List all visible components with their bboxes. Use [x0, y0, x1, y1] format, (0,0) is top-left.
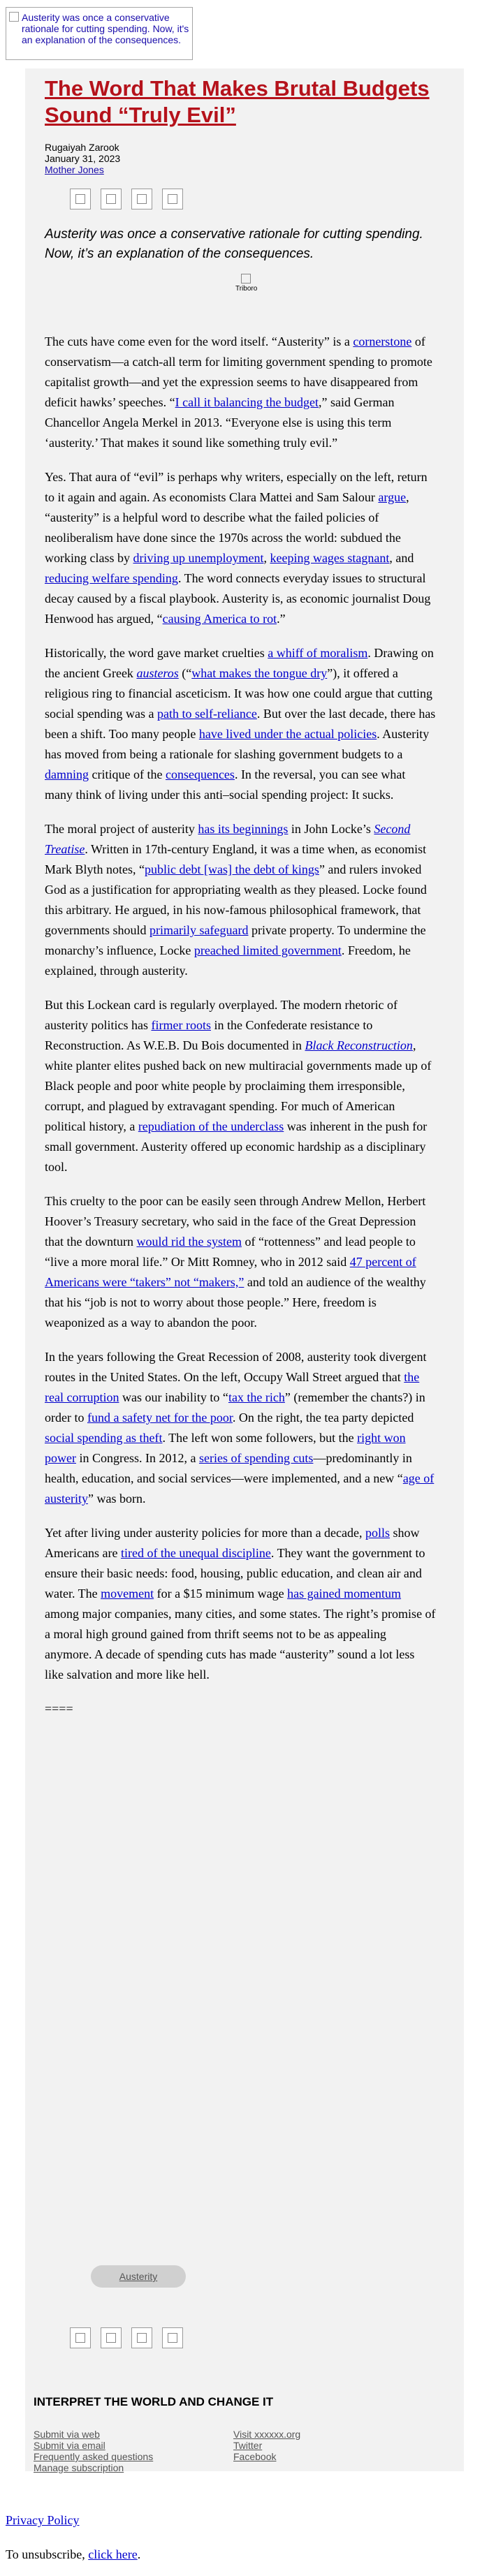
- paragraph-text: . Austerity has moved from being a rationale for slashing government budgets to a: [45, 727, 430, 761]
- inline-link[interactable]: age of austerity: [45, 1471, 435, 1506]
- inline-link[interactable]: causing America to rot: [162, 612, 277, 626]
- inline-link[interactable]: social spending as theft: [45, 1431, 163, 1445]
- paragraph-text: This cruelty to the poor can be easily seen through Andrew Mellon, Herbert Hoover’s Treasury secretary, who said in the face of the Great Depression that the downturn: [45, 1194, 426, 1249]
- inline-link[interactable]: path to self-reliance: [156, 707, 257, 721]
- paragraph-text: Yes. That aura of “evil” is perhaps why writers, especially on the left, return to it again and again. As economists Clara Mattei and Sam Salour: [45, 470, 428, 504]
- paragraph-text: show Americans are: [45, 1526, 420, 1560]
- inline-link[interactable]: fund a safety net for the poor: [87, 1411, 233, 1425]
- footer-link-facebook[interactable]: Facebook: [233, 2451, 277, 2462]
- share-linkedin-icon[interactable]: [131, 2327, 152, 2348]
- share-facebook-icon[interactable]: [70, 2327, 91, 2348]
- paragraph-text: for a $15 minimum wage: [154, 1587, 288, 1600]
- image-alt-text: Triboro: [235, 285, 258, 293]
- inline-link[interactable]: I call it balancing the budget: [175, 395, 319, 409]
- paragraph-text: , and: [389, 551, 414, 565]
- paragraph-text: . In the reversal, you can see what many think of living under this anti–social spending project: It sucks.: [45, 767, 406, 802]
- paragraph-text: ,: [263, 551, 270, 565]
- date: January 31, 2023: [45, 153, 121, 164]
- inline-link[interactable]: austeros: [136, 666, 179, 680]
- share-twitter-icon[interactable]: [101, 2327, 122, 2348]
- paragraph-text: The cuts have come even for the word itself. “Austerity” is a: [45, 334, 353, 348]
- paragraph-text: ”), it offered a religious ring to financial asceticism. It was how one could argue that cutting social spending was a: [45, 666, 433, 721]
- footer-link-submit-web[interactable]: Submit via web: [34, 2429, 100, 2440]
- unsubscribe-link[interactable]: click here: [88, 2547, 138, 2561]
- share-bar-bottom: [70, 2327, 183, 2348]
- inline-link[interactable]: the real corruption: [45, 1370, 420, 1404]
- inline-link[interactable]: damning: [45, 767, 89, 781]
- paragraph-text: ” and rulers invoked God as a justification for appropriating wealth as they pleased. Locke found this arbitrary. He argued, in his now-famous philosophical framework, that governments should: [45, 862, 427, 937]
- article-paragraph: [45, 1523, 436, 1685]
- article-paragraph: [45, 467, 436, 629]
- tag-austerity[interactable]: Austerity: [91, 2265, 186, 2288]
- paragraph-text: ” was born.: [87, 1492, 146, 1506]
- inline-link[interactable]: polls: [365, 1526, 391, 1540]
- inline-link[interactable]: has its beginnings: [198, 822, 289, 836]
- article-paragraph: [45, 1191, 436, 1333]
- paragraph-text: . The word connects everyday issues to structural decay caused by a fiscal playbook. Austerity is, as economic journalist Doug Henwood has argued, “: [45, 571, 431, 626]
- paragraph-text: was our inability to “: [119, 1390, 228, 1404]
- paragraph-text: Yet after living under austerity policies for more than a decade,: [45, 1526, 366, 1540]
- paragraph-text: of “rottenness” and lead people to “live a more moral life.” Or Mitt Romney, who in 2012 said: [45, 1235, 416, 1269]
- paragraph-text: in the Confederate resistance to Reconstruction. As W.E.B. Du Bois documented in: [45, 1018, 373, 1052]
- paragraph-text: The moral project of austerity: [45, 822, 198, 836]
- inline-link[interactable]: cornerstone: [353, 334, 412, 348]
- footer-link-faq[interactable]: Frequently asked questions: [34, 2451, 154, 2462]
- newsletter-footer: [25, 2395, 464, 2473]
- article-paragraph: [45, 332, 436, 453]
- inline-link[interactable]: Second Treatise: [45, 822, 411, 856]
- footer-heading: INTERPRET THE WORLD AND CHANGE IT: [34, 2395, 274, 2408]
- paragraph-text: . They want the government to ensure their basic needs: food, housing, public education, and clean air and water. The: [45, 1546, 425, 1600]
- footer-left-links: [34, 2429, 233, 2473]
- inline-link[interactable]: firmer roots: [151, 1018, 211, 1032]
- footer-link-visit-site[interactable]: Visit xxxxxx.org: [233, 2429, 301, 2440]
- share-facebook-icon[interactable]: [70, 189, 91, 209]
- unsubscribe-line: [6, 2547, 140, 2562]
- unsubscribe-suffix: .: [137, 2547, 141, 2561]
- share-linkedin-icon[interactable]: [131, 189, 152, 209]
- footer-link-manage[interactable]: Manage subscription: [34, 2462, 124, 2473]
- inline-link[interactable]: reducing welfare spending: [45, 571, 178, 585]
- footer-link-submit-email[interactable]: Submit via email: [34, 2440, 105, 2451]
- share-email-icon[interactable]: [162, 189, 183, 209]
- article-body: [45, 332, 436, 1733]
- author: Rugaiyah Zarook: [45, 142, 119, 153]
- paragraph-text: , white planter elites pushed back on new multiracial governments made up of Black people and poor white people by proclaiming them irresponsible, corrupt, and plagued by extravagant spending. For much of American political history, a: [45, 1038, 432, 1133]
- paragraph-text: —predominantly in health, education, and social services—were implemented, and a new “: [45, 1451, 412, 1485]
- inline-link[interactable]: keeping wages stagnant: [270, 551, 390, 565]
- paragraph-text: . Written in 17th-century England, it was a time when, as economist Mark Blyth notes, “: [45, 842, 427, 876]
- inline-link[interactable]: preached limited government: [194, 943, 342, 957]
- article-paragraph: [45, 995, 436, 1177]
- paragraph-text: was inherent in the push for small government. Austerity offered up economic hardship as a disciplinary tool.: [45, 1119, 428, 1174]
- paragraph-text: ,” said German Chancellor Angela Merkel in 2013. “Everyone else is using this term ‘austerity.’ That makes it sound like something truly evil.”: [45, 395, 395, 450]
- article-image: [235, 274, 256, 296]
- broken-image-icon: [9, 12, 19, 22]
- publication-link[interactable]: Mother Jones: [45, 164, 104, 175]
- inline-link[interactable]: what makes the tongue dry: [191, 666, 328, 680]
- article-paragraph: [45, 819, 436, 981]
- inline-link[interactable]: 47 percent of Americans were “takers” not “makers,”: [45, 1255, 416, 1289]
- paragraph-text: . On the right, the tea party depicted: [232, 1411, 414, 1425]
- article-title[interactable]: The Word That Makes Brutal Budgets Sound “Truly Evil”: [45, 76, 430, 127]
- inline-link[interactable]: tired of the unequal discipline: [120, 1546, 271, 1560]
- paragraph-text: ” (remember the chants?) in order to: [45, 1390, 425, 1425]
- inline-link[interactable]: public debt [was] the debt of kings: [144, 862, 319, 876]
- paragraph-text: But this Lockean card is regularly overplayed. The modern rhetoric of austerity politics has: [45, 998, 397, 1032]
- footer-link-twitter[interactable]: Twitter: [233, 2440, 263, 2451]
- paragraph-text: , “austerity” is a helpful word to describe what the failed policies of neoliberalism have done since the 1970s across the world: subdued the working class by: [45, 490, 409, 565]
- paragraph-text: .”: [277, 612, 286, 626]
- inline-link[interactable]: would rid the system: [136, 1235, 242, 1249]
- inline-link[interactable]: a whiff of moralism: [268, 646, 368, 660]
- paragraph-text: In the years following the Great Recession of 2008, austerity took divergent routes in the United States. On the left, Occupy Wall Street argued that: [45, 1350, 427, 1384]
- inline-link[interactable]: tax the rich: [228, 1390, 285, 1404]
- inline-link[interactable]: primarily safeguard: [149, 923, 249, 937]
- inline-link[interactable]: has gained momentum: [287, 1587, 402, 1600]
- paragraph-text: critique of the: [89, 767, 166, 781]
- header-image-link[interactable]: [6, 7, 193, 60]
- paragraph-text: Historically, the word gave market cruelties: [45, 646, 268, 660]
- inline-link[interactable]: right won power: [45, 1431, 406, 1465]
- inline-link[interactable]: consequences: [165, 767, 235, 781]
- paragraph-text: . Freedom, he explained, through austerity.: [45, 943, 411, 978]
- article-dek: Austerity was once a conservative rationale for cutting spending. Now, it’s an explanation of the consequences.: [45, 227, 423, 261]
- privacy-policy-link[interactable]: Privacy Policy: [6, 2513, 80, 2527]
- separator: ====: [45, 1702, 73, 1716]
- inline-link[interactable]: have lived under the actual policies: [198, 727, 377, 741]
- share-twitter-icon[interactable]: [101, 189, 122, 209]
- article-meta: [45, 142, 436, 175]
- paragraph-text: . The left won some followers, but the: [162, 1431, 358, 1445]
- footer-right-links: [233, 2429, 433, 2473]
- inline-link[interactable]: argue: [378, 490, 407, 504]
- article-paragraph: [45, 643, 436, 805]
- paragraph-text: in Congress. In 2012, a: [75, 1451, 199, 1465]
- paragraph-text: (“: [178, 666, 192, 680]
- paragraph-text: in John Locke’s: [288, 822, 374, 836]
- article-paragraph: [45, 1347, 436, 1509]
- broken-image-icon: [241, 274, 251, 284]
- paragraph-text: . But over the last decade, there has been a shift. Too many people: [45, 707, 436, 741]
- inline-link[interactable]: repudiation of the underclass: [138, 1119, 284, 1133]
- share-bar-top: [70, 189, 183, 209]
- paragraph-text: among major companies, many cities, and some states. The right’s promise of a moral high ground gained from thrift seems not to be as appealing anymore. A decade of spending cuts has made “austerity” sound a lot less like salvation and more like hell.: [45, 1607, 436, 1681]
- paragraph-text: private property. To undermine the monarchy’s influence, Locke: [45, 923, 426, 957]
- inline-link[interactable]: Black Reconstruction: [305, 1038, 413, 1052]
- header-image-alt-text: Austerity was once a conservative rationale for cutting spending. Now, it's an explanation of the consequences.: [22, 12, 189, 45]
- inline-link[interactable]: driving up unemployment: [133, 551, 264, 565]
- paragraph-text: and told an audience of the wealthy that his “job is not to worry about those people.” Here, freedom is weaponized as a way to abandon the poor.: [45, 1275, 426, 1330]
- paragraph-text: of conservatism—a catch-all term for limiting government spending to promote capitalist growth—and yet the expression seems to have disappeared from deficit hawks’ speeches. “: [45, 334, 432, 409]
- inline-link[interactable]: movement: [101, 1587, 154, 1600]
- paragraph-text: . Drawing on the ancient Greek: [45, 646, 434, 680]
- unsubscribe-prefix: To unsubscribe,: [6, 2547, 89, 2561]
- share-email-icon[interactable]: [162, 2327, 183, 2348]
- inline-link[interactable]: series of spending cuts: [198, 1451, 314, 1465]
